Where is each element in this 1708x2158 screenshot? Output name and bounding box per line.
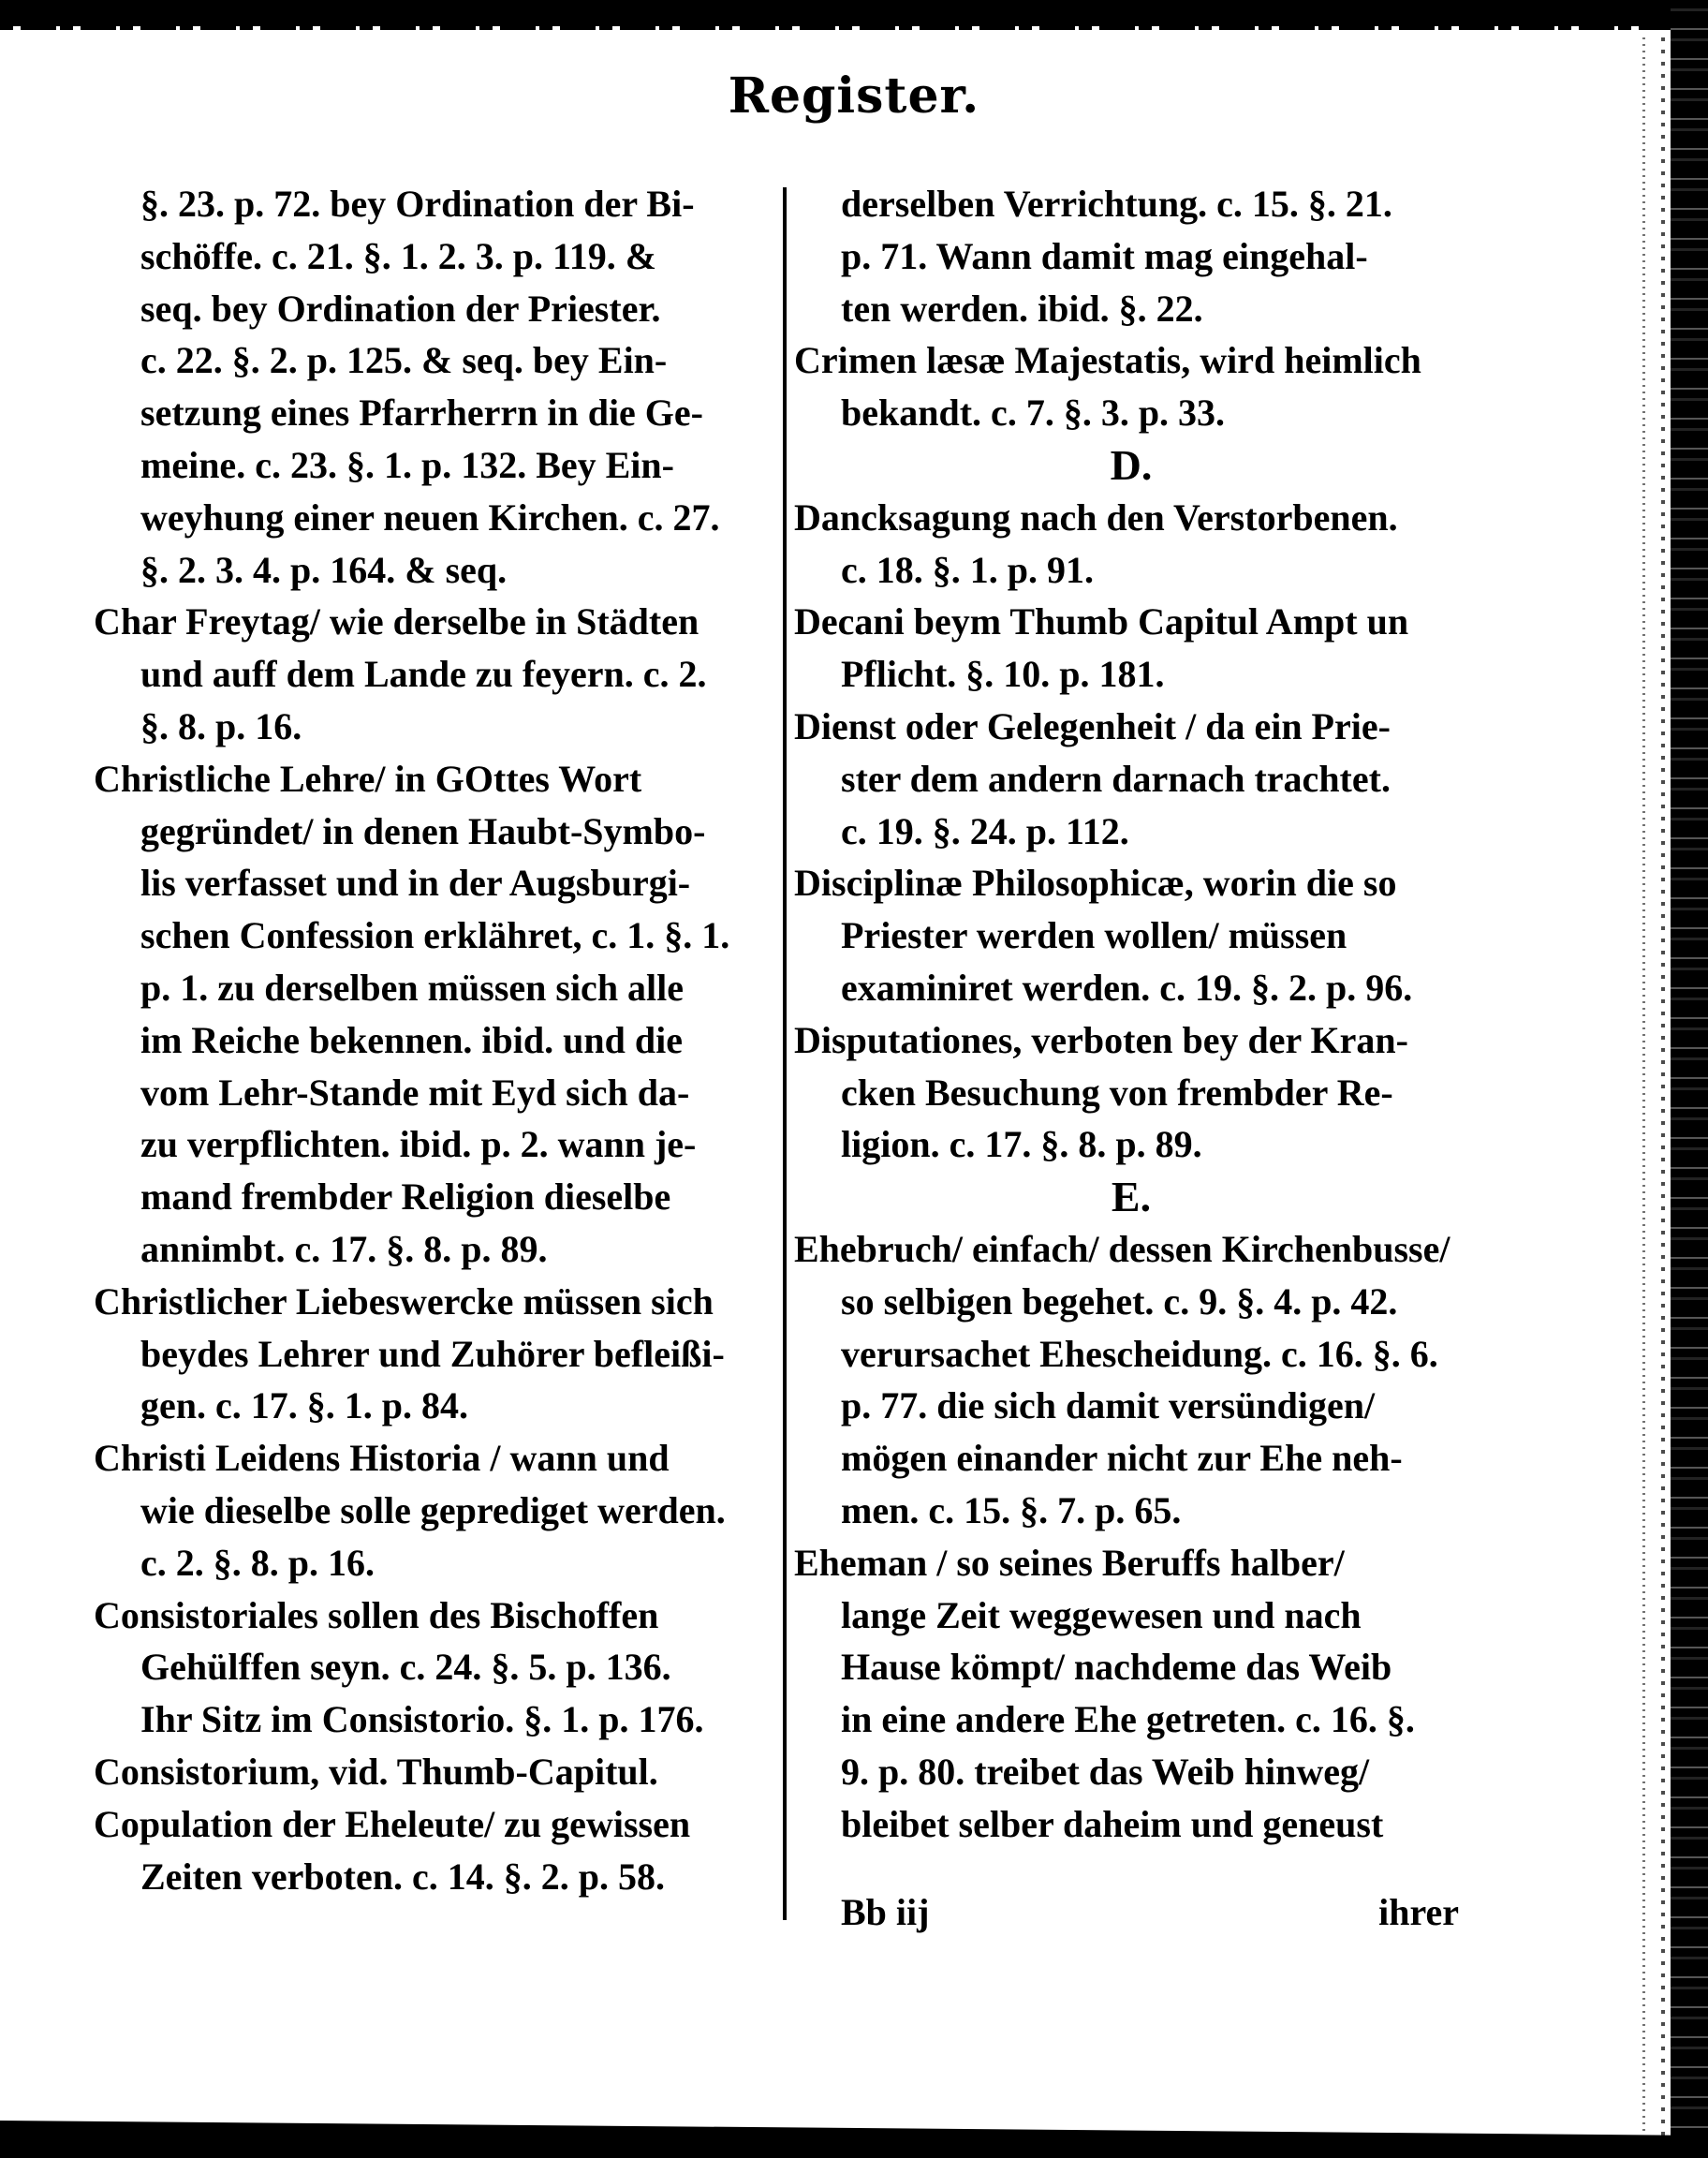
index-entry-continuation-line: §. 23. p. 72. bey Ordination der Bi- bbox=[140, 183, 695, 225]
index-entry-continuation-line: derselben Verrichtung. c. 15. §. 21. bbox=[841, 183, 1392, 225]
index-entry-headword-line: Eheman / so seines Beruffs halber/ bbox=[794, 1541, 1345, 1584]
index-entry-continuation-line: ster dem andern darnach trachtet. bbox=[841, 757, 1391, 800]
index-entry-continuation-line: ligion. c. 17. §. 8. p. 89. bbox=[841, 1123, 1202, 1166]
index-entry-headword-line: Crimen læsæ Majestatis, wird heimlich bbox=[794, 339, 1421, 382]
index-entry-continuation-line: c. 19. §. 24. p. 112. bbox=[841, 809, 1129, 852]
index-entry-continuation-line: Priester werden wollen/ müssen bbox=[841, 914, 1347, 957]
scan-border-top bbox=[0, 0, 1708, 26]
index-entry-continuation-line: p. 77. die sich damit versündigen/ bbox=[841, 1384, 1376, 1427]
index-entry-continuation-line: lis verfasset und in der Augsburgi- bbox=[140, 862, 691, 905]
index-entry-continuation-line: Hause kömpt/ nachdeme das Weib bbox=[841, 1646, 1392, 1689]
index-entry-continuation-line: §. 8. p. 16. bbox=[140, 704, 302, 747]
index-entry-continuation-line: beydes Lehrer und Zuhörer befleißi- bbox=[140, 1332, 725, 1375]
index-entry-continuation-line: Pflicht. §. 10. p. 181. bbox=[841, 653, 1165, 696]
index-entry-continuation-line: c. 18. §. 1. p. 91. bbox=[841, 548, 1094, 591]
index-entry-headword-line: Consistoriales sollen des Bischoffen bbox=[94, 1593, 659, 1636]
index-entry-headword-line: Dienst oder Gelegenheit / da ein Prie- bbox=[794, 704, 1391, 747]
index-entry-continuation-line: vom Lehr-Stande mit Eyd sich da- bbox=[140, 1071, 690, 1114]
index-entry-continuation-line: Zeiten verboten. c. 14. §. 2. p. 58. bbox=[140, 1855, 665, 1898]
index-column-right bbox=[794, 178, 1468, 1851]
index-entry-headword-line: Disciplinæ Philosophicæ, worin die so bbox=[794, 862, 1397, 905]
index-entry-continuation-line: und auff dem Lande zu feyern. c. 2. bbox=[140, 653, 707, 696]
section-letter-heading: D. bbox=[1110, 440, 1153, 489]
index-entry-headword-line: Ehebruch/ einfach/ dessen Kirchenbusse/ bbox=[794, 1227, 1450, 1270]
index-entry-headword-line: Christlicher Liebeswercke müssen sich bbox=[94, 1279, 714, 1323]
index-entry-continuation-line: gen. c. 17. §. 1. p. 84. bbox=[140, 1384, 468, 1427]
index-entry-continuation-line: ten werden. ibid. §. 22. bbox=[841, 287, 1203, 330]
index-entry-continuation-line: c. 2. §. 8. p. 16. bbox=[140, 1541, 375, 1584]
index-entry-headword-line: Christi Leidens Historia / wann und bbox=[94, 1437, 670, 1480]
index-entry-continuation-line: verursachet Ehescheidung. c. 16. §. 6. bbox=[841, 1332, 1438, 1375]
index-column-left bbox=[94, 178, 777, 1902]
index-entry-continuation-line: annimbt. c. 17. §. 8. p. 89. bbox=[140, 1227, 548, 1270]
index-entry-continuation-line: im Reiche bekennen. ibid. und die bbox=[140, 1018, 684, 1061]
index-entry-continuation-line: Gehülffen seyn. c. 24. §. 5. p. 136. bbox=[140, 1646, 671, 1689]
index-entry-headword-line: Dancksagung nach den Verstorbenen. bbox=[794, 495, 1398, 539]
page-footer bbox=[841, 1890, 1459, 1943]
index-entry-headword-line: Char Freytag/ wie derselbe in Städten bbox=[94, 600, 699, 643]
index-entry-continuation-line: c. 22. §. 2. p. 125. & seq. bey Ein- bbox=[140, 339, 668, 382]
index-entry-continuation-line: schöffe. c. 21. §. 1. 2. 3. p. 119. & bbox=[140, 234, 657, 277]
index-entry-continuation-line: weyhung einer neuen Kirchen. c. 27. bbox=[140, 495, 720, 539]
index-entry-headword-line: Copulation der Eheleute/ zu gewissen bbox=[94, 1802, 691, 1845]
index-entry-continuation-line: so selbigen begehet. c. 9. §. 4. p. 42. bbox=[841, 1279, 1398, 1323]
index-entry-continuation-line: mögen einander nicht zur Ehe neh- bbox=[841, 1437, 1403, 1480]
index-entry-continuation-line: lange Zeit weggewesen und nach bbox=[841, 1593, 1362, 1636]
index-entry-continuation-line: cken Besuchung von frembder Re- bbox=[841, 1071, 1393, 1114]
index-entry-continuation-line: bekandt. c. 7. §. 3. p. 33. bbox=[841, 392, 1226, 435]
index-entry-continuation-line: §. 2. 3. 4. p. 164. & seq. bbox=[140, 548, 508, 591]
index-entry-headword-line: Decani beym Thumb Capitul Ampt un bbox=[794, 600, 1409, 643]
index-entry-continuation-line: examiniret werden. c. 19. §. 2. p. 96. bbox=[841, 966, 1413, 1009]
catchword: ihrer bbox=[1378, 1891, 1459, 1933]
index-entry-continuation-line: in eine andere Ehe getreten. c. 16. §. bbox=[841, 1698, 1415, 1741]
index-entry-continuation-line: meine. c. 23. §. 1. p. 132. Bey Ein- bbox=[140, 443, 674, 486]
index-entry-continuation-line: 9. p. 80. treibet das Weib hinweg/ bbox=[841, 1750, 1370, 1793]
column-divider bbox=[783, 187, 787, 1920]
scan-border-bottom bbox=[0, 2121, 1708, 2158]
index-entry-headword-line: Christliche Lehre/ in GOttes Wort bbox=[94, 757, 642, 800]
index-entry-continuation-line: bleibet selber daheim und geneust bbox=[841, 1802, 1384, 1845]
index-entry-continuation-line: p. 71. Wann damit mag eingehal- bbox=[841, 234, 1368, 277]
index-entry-continuation-line: schen Confession erklähret, c. 1. §. 1. bbox=[140, 914, 730, 957]
index-entry-headword-line: Consistorium, vid. Thumb-Capitul. bbox=[94, 1750, 658, 1793]
index-entry-continuation-line: p. 1. zu derselben müssen sich alle bbox=[140, 966, 685, 1009]
scan-page-edge-shadow bbox=[1624, 37, 1671, 2145]
index-entry-continuation-line: wie dieselbe solle geprediget werden. bbox=[140, 1488, 726, 1531]
signature-mark: Bb iij bbox=[841, 1891, 930, 1933]
index-entry-continuation-line: seq. bey Ordination der Priester. bbox=[140, 287, 661, 330]
index-entry-continuation-line: mand frembder Religion dieselbe bbox=[140, 1175, 671, 1219]
index-entry-continuation-line: Ihr Sitz im Consistorio. §. 1. p. 176. bbox=[140, 1698, 704, 1741]
index-entry-continuation-line: gegründet/ in denen Haubt-Symbo- bbox=[140, 809, 706, 852]
index-entry-headword-line: Disputationes, verboten bey der Kran- bbox=[794, 1018, 1408, 1061]
page-title: Register. bbox=[728, 67, 980, 125]
index-entry-continuation-line: setzung eines Pfarrherrn in die Ge- bbox=[140, 392, 703, 435]
index-entry-continuation-line: zu verpflichten. ibid. p. 2. wann je- bbox=[140, 1123, 697, 1166]
section-letter-heading: E. bbox=[1111, 1173, 1152, 1221]
scan-border-right bbox=[1671, 0, 1708, 2158]
index-entry-continuation-line: men. c. 15. §. 7. p. 65. bbox=[841, 1488, 1182, 1531]
